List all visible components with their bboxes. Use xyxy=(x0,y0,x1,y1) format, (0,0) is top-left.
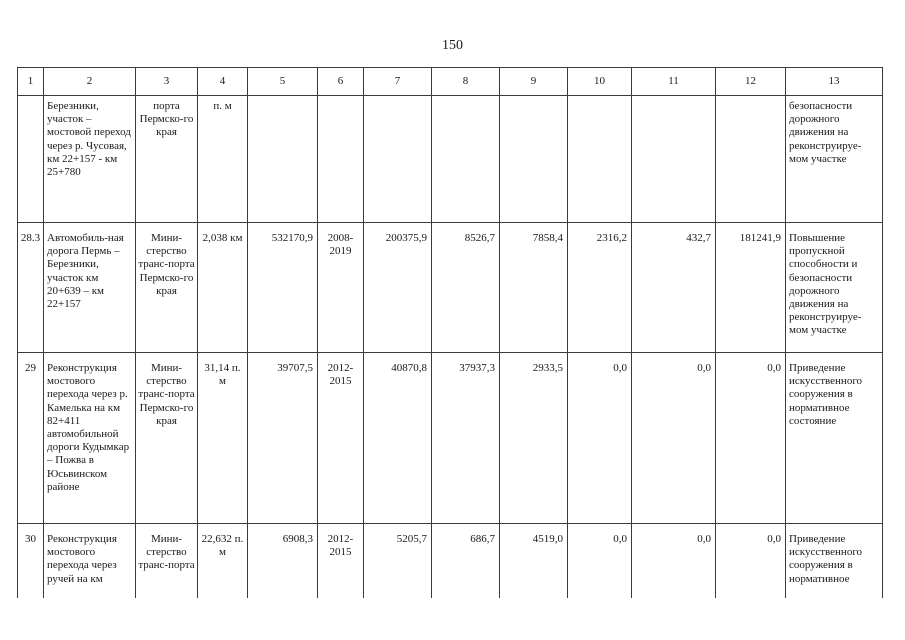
column-header: 4 xyxy=(198,68,248,96)
total-cost: 532170,9 xyxy=(248,223,318,353)
period: 2012-2015 xyxy=(318,524,364,598)
column-header: 2 xyxy=(44,68,136,96)
column-header: 13 xyxy=(786,68,883,96)
executor: порта Пермско-го края xyxy=(136,96,198,223)
value-cell: 0,0 xyxy=(632,524,716,598)
period: 2012-2015 xyxy=(318,353,364,524)
total-cost: 6908,3 xyxy=(248,524,318,598)
value-cell xyxy=(432,96,500,223)
column-header: 6 xyxy=(318,68,364,96)
column-header: 7 xyxy=(364,68,432,96)
period xyxy=(318,96,364,223)
expected-effect: Приведение искусственного сооружения в нормативное состояние xyxy=(786,353,883,524)
column-header: 1 xyxy=(18,68,44,96)
expected-effect: Повышение пропускной способности и безопасности дорожного движения на реконструируе-мом участке xyxy=(786,223,883,353)
value-cell: 37937,3 xyxy=(432,353,500,524)
capacity: 31,14 п. м xyxy=(198,353,248,524)
executor: Мини-стерство транс-порта Пермско-го края xyxy=(136,223,198,353)
executor: Мини-стерство транс-порта Пермско-го края xyxy=(136,353,198,524)
value-cell xyxy=(364,96,432,223)
value-cell: 0,0 xyxy=(716,524,786,598)
value-cell: 0,0 xyxy=(716,353,786,524)
capacity: 22,632 п. м xyxy=(198,524,248,598)
value-cell: 200375,9 xyxy=(364,223,432,353)
value-cell: 686,7 xyxy=(432,524,500,598)
column-header: 9 xyxy=(500,68,568,96)
total-cost xyxy=(248,96,318,223)
table-row xyxy=(18,96,883,223)
investment-projects-table xyxy=(17,67,883,598)
row-index xyxy=(18,96,44,223)
capacity: 2,038 км xyxy=(198,223,248,353)
value-cell: 7858,4 xyxy=(500,223,568,353)
value-cell: 432,7 xyxy=(632,223,716,353)
value-cell: 5205,7 xyxy=(364,524,432,598)
period: 2008-2019 xyxy=(318,223,364,353)
row-index: 29 xyxy=(18,353,44,524)
page-number: 150 xyxy=(442,38,463,53)
table-row xyxy=(18,223,883,353)
expected-effect: Приведение искусственного сооружения в нормативное xyxy=(786,524,883,598)
project-name: Реконструкция мостового перехода через р. Камелька на км 82+411 автомобильной дороги Кудымкар – Пожва в Юсьвинском районе xyxy=(44,353,136,524)
project-name: Автомобиль-ная дорога Пермь – Березники, участок км 20+639 – км 22+157 xyxy=(44,223,136,353)
value-cell: 40870,8 xyxy=(364,353,432,524)
column-number-row xyxy=(18,68,883,96)
value-cell: 0,0 xyxy=(632,353,716,524)
total-cost: 39707,5 xyxy=(248,353,318,524)
row-index: 30 xyxy=(18,524,44,598)
expected-effect: безопасности дорожного движения на реконструируе-мом участке xyxy=(786,96,883,223)
value-cell xyxy=(568,96,632,223)
value-cell: 0,0 xyxy=(568,353,632,524)
value-cell: 2316,2 xyxy=(568,223,632,353)
value-cell xyxy=(632,96,716,223)
project-name: Березники, участок – мостовой переход через р. Чусовая, км 22+157 - км 25+780 xyxy=(44,96,136,223)
column-header: 11 xyxy=(632,68,716,96)
row-index: 28.3 xyxy=(18,223,44,353)
table-row xyxy=(18,353,883,524)
column-header: 10 xyxy=(568,68,632,96)
column-header: 3 xyxy=(136,68,198,96)
value-cell: 8526,7 xyxy=(432,223,500,353)
value-cell: 0,0 xyxy=(568,524,632,598)
column-header: 5 xyxy=(248,68,318,96)
column-header: 12 xyxy=(716,68,786,96)
value-cell: 4519,0 xyxy=(500,524,568,598)
executor: Мини-стерство транс-порта xyxy=(136,524,198,598)
table-row xyxy=(18,524,883,598)
capacity: п. м xyxy=(198,96,248,223)
project-name: Реконструкция мостового перехода через ручей на км xyxy=(44,524,136,598)
value-cell: 2933,5 xyxy=(500,353,568,524)
value-cell xyxy=(716,96,786,223)
column-header: 8 xyxy=(432,68,500,96)
value-cell xyxy=(500,96,568,223)
value-cell: 181241,9 xyxy=(716,223,786,353)
